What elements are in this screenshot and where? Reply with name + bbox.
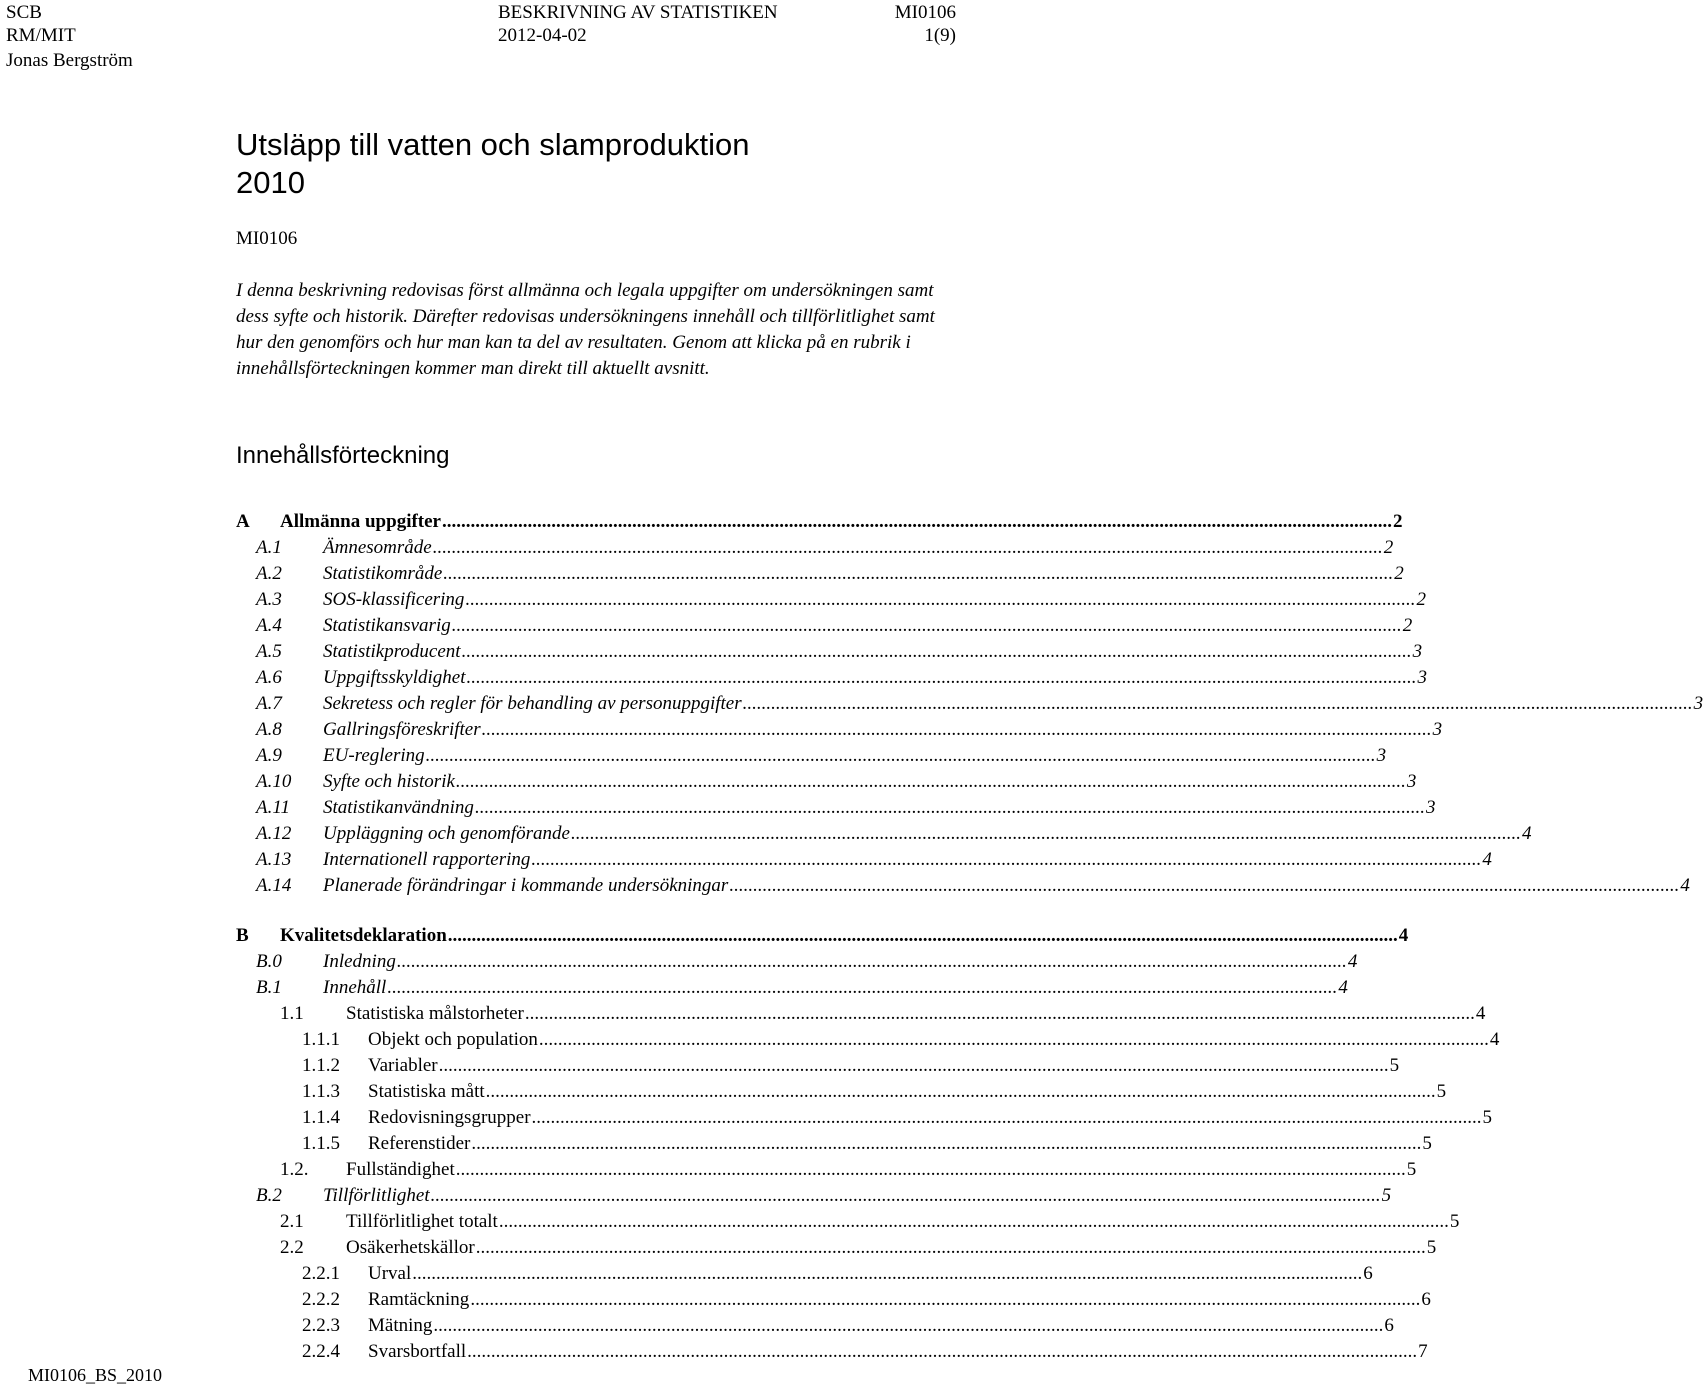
toc-entry[interactable] <box>236 1339 1428 1365</box>
toc-leader-dots: ........................................................................................................................................................................................................ <box>447 925 1398 946</box>
toc-entry[interactable] <box>236 561 1404 587</box>
toc-entry-page: 2 <box>1383 537 1394 558</box>
toc-leader-dots: ........................................................................................................................................................................................................ <box>467 1341 1418 1362</box>
toc-leader-dots: ........................................................................................................................................................................................................ <box>481 719 1432 740</box>
toc-leader-dots: ........................................................................................................................................................................................................ <box>485 1081 1436 1102</box>
toc-entry-label: Statistikanvändning <box>323 797 474 818</box>
toc-entry[interactable] <box>236 1131 1432 1157</box>
toc-entry-label: Inledning <box>323 951 396 972</box>
toc-entry-label: Statistikområde <box>323 563 443 584</box>
toc-leader-dots: ........................................................................................................................................................................................................ <box>396 951 1347 972</box>
toc-leader-dots: ........................................................................................................................................................................................................ <box>524 1003 1475 1024</box>
toc-entry-number: 1.1.5 <box>302 1133 340 1154</box>
toc-entry[interactable] <box>236 1053 1400 1079</box>
toc-entry-page: 2 <box>1402 615 1413 636</box>
toc-leader-dots: ........................................................................................................................................................................................................ <box>432 537 1383 558</box>
toc-entry[interactable] <box>236 613 1413 639</box>
toc-entry-number: A.8 <box>256 719 282 740</box>
toc-entry-label: Svarsbortfall <box>368 1341 467 1362</box>
table-of-contents <box>236 509 1703 1365</box>
toc-leader-dots: ........................................................................................................................................................................................................ <box>465 589 1416 610</box>
toc-entry-page: 3 <box>1412 641 1423 662</box>
toc-entry-page: 5 <box>1381 1185 1392 1206</box>
toc-leader-dots: ........................................................................................................................................................................................................ <box>470 1289 1421 1310</box>
toc-entry-label: Syfte och historik <box>323 771 455 792</box>
header-date: 2012-04-02 <box>498 25 587 46</box>
toc-entry-page: 5 <box>1422 1133 1432 1154</box>
toc-entry[interactable] <box>236 923 1409 949</box>
toc-leader-dots: ........................................................................................................................................................................................................ <box>451 615 1402 636</box>
toc-entry[interactable] <box>236 743 1387 769</box>
toc-leader-dots: ........................................................................................................................................................................................................ <box>475 1237 1426 1258</box>
toc-leader-dots: ........................................................................................................................................................................................................ <box>570 823 1521 844</box>
toc-entry-number: 1.1 <box>280 1003 304 1024</box>
toc-leader-dots: ........................................................................................................................................................................................................ <box>466 667 1417 688</box>
toc-entry-number: 2.2 <box>280 1237 304 1258</box>
toc-entry-page: 4 <box>1521 823 1532 844</box>
toc-entry-label: Osäkerhetskällor <box>346 1237 475 1258</box>
toc-entry[interactable] <box>236 949 1358 975</box>
toc-entry[interactable] <box>236 795 1436 821</box>
toc-entry-label: Uppläggning och genomförande <box>323 823 570 844</box>
toc-entry-label: Urval <box>368 1263 412 1284</box>
toc-leader-dots: ........................................................................................................................................................................................................ <box>498 1211 1449 1232</box>
toc-leader-dots: ........................................................................................................................................................................................................ <box>433 1315 1384 1336</box>
toc-leader-dots: ........................................................................................................................................................................................................ <box>425 745 1376 766</box>
title-line-1: Utsläpp till vatten och slamproduktion <box>236 127 750 162</box>
toc-entry-page: 5 <box>1426 1237 1437 1258</box>
toc-spacer <box>236 899 954 923</box>
header-dept: RM/MIT <box>6 25 76 46</box>
toc-entry[interactable] <box>236 691 1703 717</box>
toc-entry[interactable] <box>236 1261 1373 1287</box>
toc-entry-number: B.0 <box>256 951 282 972</box>
toc-entry[interactable] <box>236 847 1492 873</box>
toc-entry-number: A.2 <box>256 563 282 584</box>
toc-entry-number: A <box>236 511 250 532</box>
toc-entry-page: 4 <box>1680 875 1690 896</box>
toc-entry-page: 5 <box>1449 1211 1460 1232</box>
toc-entry-label: Allmänna uppgifter <box>280 511 441 532</box>
toc-entry-label: Ramtäckning <box>368 1289 470 1310</box>
toc-entry-label: Internationell rapportering <box>323 849 531 870</box>
toc-entry-label: Statistikansvarig <box>323 615 451 636</box>
toc-entry-number: 1.1.1 <box>302 1029 340 1050</box>
toc-leader-dots: ........................................................................................................................................................................................................ <box>531 1107 1482 1128</box>
toc-entry-page: 4 <box>1489 1029 1500 1050</box>
toc-leader-dots: ........................................................................................................................................................................................................ <box>531 849 1482 870</box>
toc-entry[interactable] <box>236 535 1394 561</box>
toc-leader-dots: ........................................................................................................................................................................................................ <box>729 875 1680 896</box>
toc-entry[interactable] <box>236 975 1348 1001</box>
toc-entry-number: A.11 <box>256 797 290 818</box>
toc-entry-number: 2.1 <box>280 1211 304 1232</box>
document-title <box>236 126 749 202</box>
toc-entry-page: 6 <box>1421 1289 1431 1310</box>
toc-entry[interactable] <box>236 665 1427 691</box>
toc-leader-dots: ........................................................................................................................................................................................................ <box>461 641 1412 662</box>
toc-leader-dots: ........................................................................................................................................................................................................ <box>474 797 1425 818</box>
toc-entry-number: 1.1.4 <box>302 1107 340 1128</box>
toc-entry-page: 4 <box>1398 925 1409 946</box>
header-author: Jonas Bergström <box>6 50 133 71</box>
toc-entry[interactable] <box>236 717 1443 743</box>
toc-entry-number: A.9 <box>256 745 282 766</box>
toc-entry-number: B.1 <box>256 977 282 998</box>
toc-entry-number: 1.2. <box>280 1159 309 1180</box>
toc-entry[interactable] <box>236 1183 1392 1209</box>
toc-leader-dots: ........................................................................................................................................................................................................ <box>742 693 1693 714</box>
toc-entry-label: Sekretess och regler för behandling av personuppgifter <box>323 693 742 714</box>
toc-entry-number: B <box>236 925 249 946</box>
footer-doc-ref: MI0106_BS_2010 <box>28 1365 163 1385</box>
toc-entry-number: A.7 <box>256 693 282 714</box>
toc-entry-number: A.12 <box>256 823 292 844</box>
toc-entry-number: 2.2.3 <box>302 1315 340 1336</box>
toc-entry-label: Tillförlitlighet <box>323 1185 430 1206</box>
toc-entry-number: A.10 <box>256 771 292 792</box>
toc-entry-page: 7 <box>1418 1341 1428 1362</box>
toc-entry[interactable] <box>236 1079 1447 1105</box>
toc-entry-number: 1.1.2 <box>302 1055 340 1076</box>
toc-entry[interactable] <box>236 639 1423 665</box>
toc-leader-dots: ........................................................................................................................................................................................................ <box>442 511 1392 532</box>
toc-entry-number: A.14 <box>256 875 292 896</box>
toc-entry[interactable] <box>236 1001 1486 1027</box>
toc-entry-number: 2.2.2 <box>302 1289 340 1310</box>
toc-entry-page: 5 <box>1406 1159 1417 1180</box>
toc-entry-page: 5 <box>1482 1107 1493 1128</box>
toc-entry-number: 1.1.3 <box>302 1081 340 1102</box>
toc-entry-label: Redovisningsgrupper <box>368 1107 531 1128</box>
toc-entry-page: 5 <box>1436 1081 1447 1102</box>
toc-entry[interactable] <box>236 1313 1394 1339</box>
toc-entry-number: B.2 <box>256 1185 282 1206</box>
toc-entry-page: 6 <box>1384 1315 1394 1336</box>
toc-entry[interactable] <box>236 1287 1431 1313</box>
toc-entry-label: Uppgiftsskyldighet <box>323 667 466 688</box>
header-org: SCB <box>6 2 42 23</box>
toc-entry-label: EU-reglering <box>323 745 425 766</box>
toc-entry-number: A.3 <box>256 589 282 610</box>
toc-entry-page: 3 <box>1425 797 1436 818</box>
title-line-2: 2010 <box>236 165 305 200</box>
toc-entry-page: 4 <box>1475 1003 1486 1024</box>
intro-paragraph: I denna beskrivning redovisas först allmänna och legala uppgifter om undersökningen samt dess syfte och historik. Därefter redovisas undersökningens innehåll och tillförlitlighet samt hur den genomförs och hur man kan ta del av resultaten. Genom att klicka på en rubrik i innehållsförteckningen kommer man direkt till aktuellt avsnitt. <box>236 280 935 379</box>
toc-leader-dots: ........................................................................................................................................................................................................ <box>438 1055 1389 1076</box>
toc-entry-page: 3 <box>1432 719 1443 740</box>
toc-entry-label: Statistikproducent <box>323 641 461 662</box>
toc-leader-dots: ........................................................................................................................................................................................................ <box>471 1133 1422 1154</box>
toc-entry-page: 3 <box>1417 667 1427 688</box>
toc-entry-number: 2.2.1 <box>302 1263 340 1284</box>
toc-entry-page: 4 <box>1482 849 1492 870</box>
toc-entry[interactable] <box>236 1105 1493 1131</box>
toc-entry-number: A.5 <box>256 641 282 662</box>
header-page-number: 1(9) <box>924 25 956 46</box>
toc-leader-dots: ........................................................................................................................................................................................................ <box>387 977 1338 998</box>
toc-entry-page: 4 <box>1347 951 1358 972</box>
header-doc-type: BESKRIVNING AV STATISTIKEN <box>498 2 778 23</box>
toc-entry-label: Ämnesområde <box>323 537 432 558</box>
toc-entry-page: 6 <box>1363 1263 1373 1284</box>
toc-entry-number: A.4 <box>256 615 282 636</box>
toc-entry[interactable] <box>236 509 1403 535</box>
header-doc-code: MI0106 <box>894 2 956 23</box>
toc-leader-dots: ........................................................................................................................................................................................................ <box>455 1159 1406 1180</box>
toc-entry[interactable] <box>236 1027 1500 1053</box>
toc-entry-page: 5 <box>1389 1055 1400 1076</box>
toc-entry-number: A.6 <box>256 667 282 688</box>
document-id: MI0106 <box>236 228 298 249</box>
toc-entry-label: Statistiska målstorheter <box>346 1003 524 1024</box>
toc-leader-dots: ........................................................................................................................................................................................................ <box>455 771 1406 792</box>
toc-entry-label: Objekt och population <box>368 1029 538 1050</box>
toc-entry-label: Tillförlitlighet totalt <box>346 1211 498 1232</box>
toc-entry-label: SOS-klassificering <box>323 589 465 610</box>
toc-entry-page: 4 <box>1338 977 1348 998</box>
toc-entry[interactable] <box>236 1235 1437 1261</box>
toc-leader-dots: ........................................................................................................................................................................................................ <box>443 563 1394 584</box>
toc-entry[interactable] <box>236 873 1690 899</box>
toc-entry-label: Planerade förändringar i kommande undersökningar <box>323 875 729 896</box>
toc-entry[interactable] <box>236 1157 1417 1183</box>
toc-entry-label: Innehåll <box>323 977 387 998</box>
toc-leader-dots: ........................................................................................................................................................................................................ <box>538 1029 1489 1050</box>
toc-entry-page: 3 <box>1406 771 1417 792</box>
toc-entry-label: Statistiska mått <box>368 1081 485 1102</box>
toc-entry-label: Referenstider <box>368 1133 471 1154</box>
toc-entry-label: Kvalitetsdeklaration <box>280 925 447 946</box>
toc-entry[interactable] <box>236 769 1417 795</box>
toc-entry-number: 2.2.4 <box>302 1341 340 1362</box>
toc-entry[interactable] <box>236 1209 1460 1235</box>
toc-heading: Innehållsförteckning <box>236 442 450 469</box>
toc-entry-label: Fullständighet <box>346 1159 455 1180</box>
toc-entry-page: 3 <box>1376 745 1387 766</box>
toc-entry-page: 2 <box>1394 563 1404 584</box>
toc-entry-label: Variabler <box>368 1055 438 1076</box>
toc-entry[interactable] <box>236 587 1426 613</box>
toc-entry-page: 2 <box>1416 589 1426 610</box>
toc-leader-dots: ........................................................................................................................................................................................................ <box>412 1263 1363 1284</box>
toc-entry[interactable] <box>236 821 1532 847</box>
toc-entry-number: A.13 <box>256 849 292 870</box>
toc-entry-page: 2 <box>1393 511 1403 532</box>
toc-leader-dots: ........................................................................................................................................................................................................ <box>430 1185 1381 1206</box>
toc-entry-number: A.1 <box>256 537 282 558</box>
toc-entry-page: 3 <box>1693 693 1703 714</box>
toc-entry-label: Gallringsföreskrifter <box>323 719 481 740</box>
toc-entry-label: Mätning <box>368 1315 433 1336</box>
